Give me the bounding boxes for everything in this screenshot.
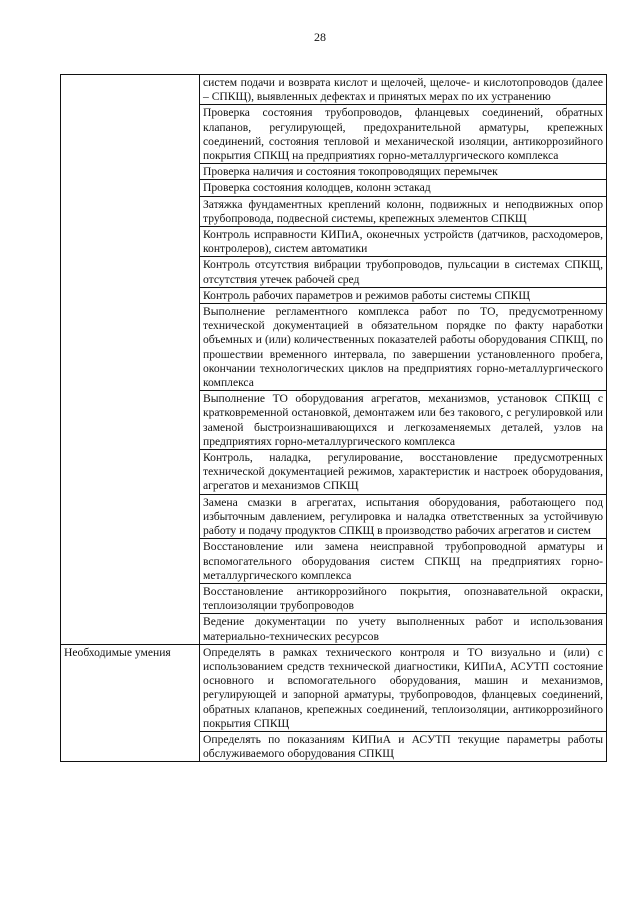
action-cell: Замена смазки в агрегатах, испытания оборудования, работающего под избыточным давлением, регулировка и наладка ответственных за устойчивую работу и подачу продуктов СПКЩ в производство рабочих агрегатов и систем [200, 494, 607, 539]
action-cell: Контроль отсутствия вибрации трубопроводов, пульсации в системах СПКЩ, отсутствия утечек рабочей сред [200, 257, 607, 287]
page-number: 28 [314, 30, 326, 44]
action-cell: Ведение документации по учету выполненных работ и использования материально-технических ресурсов [200, 614, 607, 644]
action-cell: Восстановление антикоррозийного покрытия, опознавательной окраски, теплоизоляции трубопроводов [200, 583, 607, 613]
action-cell: Проверка наличия и состояния токопроводящих перемычек [200, 164, 607, 180]
action-cell: Выполнение регламентного комплекса работ по ТО, предусмотренному технической документацией в обязательном порядке по факту наработки объемных и (или) количественных показателей работы оборудования СПКЩ, по прошествии временного интервала, по завершении установленного пробега, окончании технологических циклов на предприятиях горно-металлургического комплекса [200, 304, 607, 391]
action-cell: Контроль рабочих параметров и режимов работы системы СПКЩ [200, 287, 607, 303]
labor-actions-table [60, 74, 607, 762]
action-cell: Проверка состояния трубопроводов, фланцевых соединений, обратных клапанов, регулирующей, предохранительной арматуры, крепежных соединений, состояния тепловой и механической изоляции, антикоррозийного покрытия СПКЩ на предприятиях горно-металлургического комплекса [200, 105, 607, 164]
action-cell: Проверка состояния колодцев, колонн эстакад [200, 180, 607, 196]
action-cell: Выполнение ТО оборудования агрегатов, механизмов, установок СПКЩ с кратковременной остановкой, демонтажем или без такового, с регулировкой или заменой быстроизнашивающихся и легкозаменяемых деталей, узлов на предприятиях горно-металлургического комплекса [200, 391, 607, 450]
table-row [61, 644, 607, 731]
action-cell: Затяжка фундаментных креплений колонн, подвижных и неподвижных опор трубопровода, подвесной системы, крепежных элементов СПКЩ [200, 196, 607, 226]
label-cell-empty [61, 75, 200, 645]
action-cell: Контроль, наладка, регулирование, восстановление предусмотренных технической документацией режимов, характеристик и настроек оборудования, агрегатов и механизмов СПКЩ [200, 450, 607, 495]
skills-label: Необходимые умения [61, 644, 200, 762]
skill-cell: Определять в рамках технического контроля и ТО визуально и (или) с использованием средств технической диагностики, КИПиА, АСУТП состояние основного и вспомогательного оборудования, машин и механизмов, регулирующей и запорной арматуры, трубопроводов, фланцевых соединений, обратных клапанов, крепежных соединений, теплоизоляции, антикоррозийного покрытия СПКЩ [200, 644, 607, 731]
action-cell: Восстановление или замена неисправной трубопроводной арматуры и вспомогательного оборудования систем СПКЩ на предприятиях горно-металлургического комплекса [200, 539, 607, 584]
action-cell: Контроль исправности КИПиА, оконечных устройств (датчиков, расходомеров, контролеров), систем автоматики [200, 227, 607, 257]
action-cell: систем подачи и возврата кислот и щелочей, щелоче- и кислотопроводов (далее – СПКЩ), выявленных дефектах и принятых мерах по их устранению [200, 75, 607, 105]
skill-cell: Определять по показаниям КИПиА и АСУТП текущие параметры работы обслуживаемого оборудования СПКЩ [200, 731, 607, 761]
table-row [61, 75, 607, 105]
